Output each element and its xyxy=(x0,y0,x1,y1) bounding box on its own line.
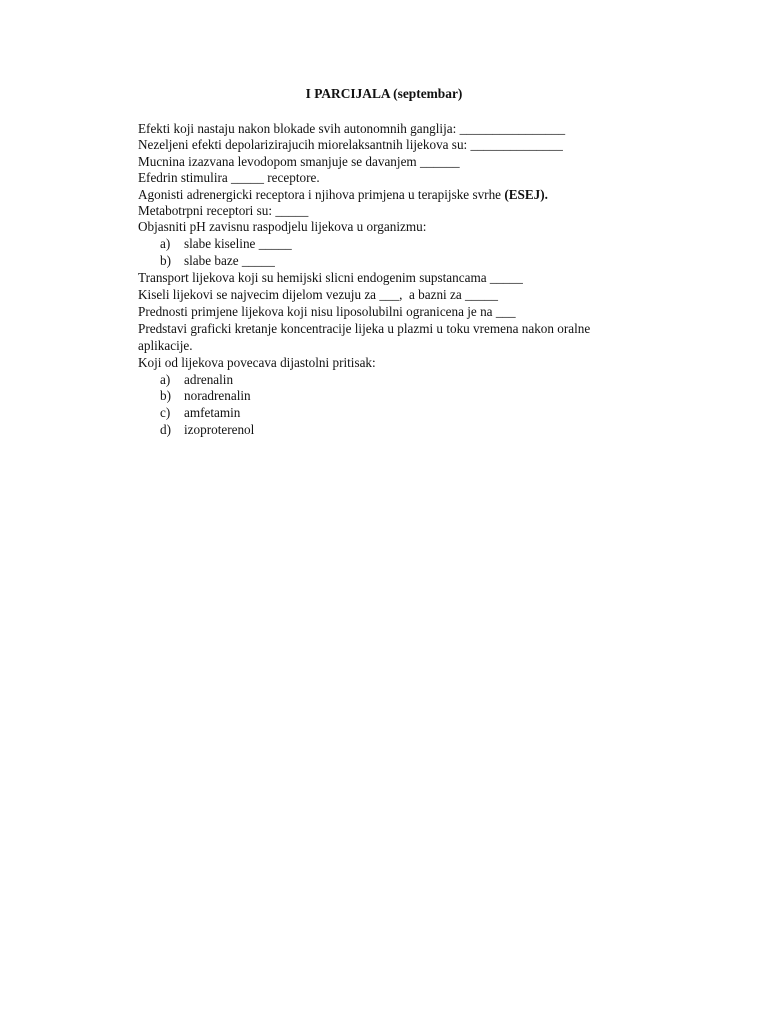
question-text: Kiseli lijekovi se najvecim dijelom vezuju za ___, a bazni za _____ xyxy=(138,287,498,302)
question-continuation: aplikacije. xyxy=(138,338,193,353)
question-text: Mucnina izazvana levodopom smanjuje se davanjem ______ xyxy=(138,154,460,169)
page-title: I PARCIJALA (septembar) xyxy=(305,86,463,101)
option-text: adrenalin xyxy=(184,372,234,387)
option-letter: d) xyxy=(160,422,171,437)
question-text: Efedrin stimulira _____ receptore. xyxy=(138,170,320,185)
option-letter: c) xyxy=(160,405,171,420)
option-text: amfetamin xyxy=(184,405,241,420)
question-text: Metabotrpni receptori su: _____ xyxy=(138,203,309,218)
question-bold-tag: (ESEJ). xyxy=(504,187,548,202)
question-text: Transport lijekova koji su hemijski slicni endogenim supstancama _____ xyxy=(138,270,523,285)
question-text: Koji od lijekova povecava dijastolni pritisak: xyxy=(138,355,376,370)
option-letter: a) xyxy=(160,372,171,387)
question-text: Prednosti primjene lijekova koji nisu liposolubilni ogranicena je na ___ xyxy=(138,304,516,319)
option-letter: a) xyxy=(160,236,171,251)
question-text: Predstavi graficki kretanje koncentracije lijeka u plazmi u toku vremena nakon oralne xyxy=(138,321,591,336)
option-text: slabe kiseline _____ xyxy=(184,236,292,251)
option-letter: b) xyxy=(160,388,171,403)
option-text: slabe baze _____ xyxy=(184,253,275,268)
question-text: Objasniti pH zavisnu raspodjelu lijekova u organizmu: xyxy=(138,219,427,234)
option-text: noradrenalin xyxy=(184,388,251,403)
option-text: izoproterenol xyxy=(184,422,255,437)
question-text: Nezeljeni efekti depolarizirajucih miorelaksantnih lijekova su: ______________ xyxy=(138,137,563,152)
question-text: Efekti koji nastaju nakon blokade svih autonomnih ganglija: ________________ xyxy=(138,121,566,136)
option-letter: b) xyxy=(160,253,171,268)
question-text: Agonisti adrenergicki receptora i njihova primjena u terapijske svrhe xyxy=(138,187,502,202)
